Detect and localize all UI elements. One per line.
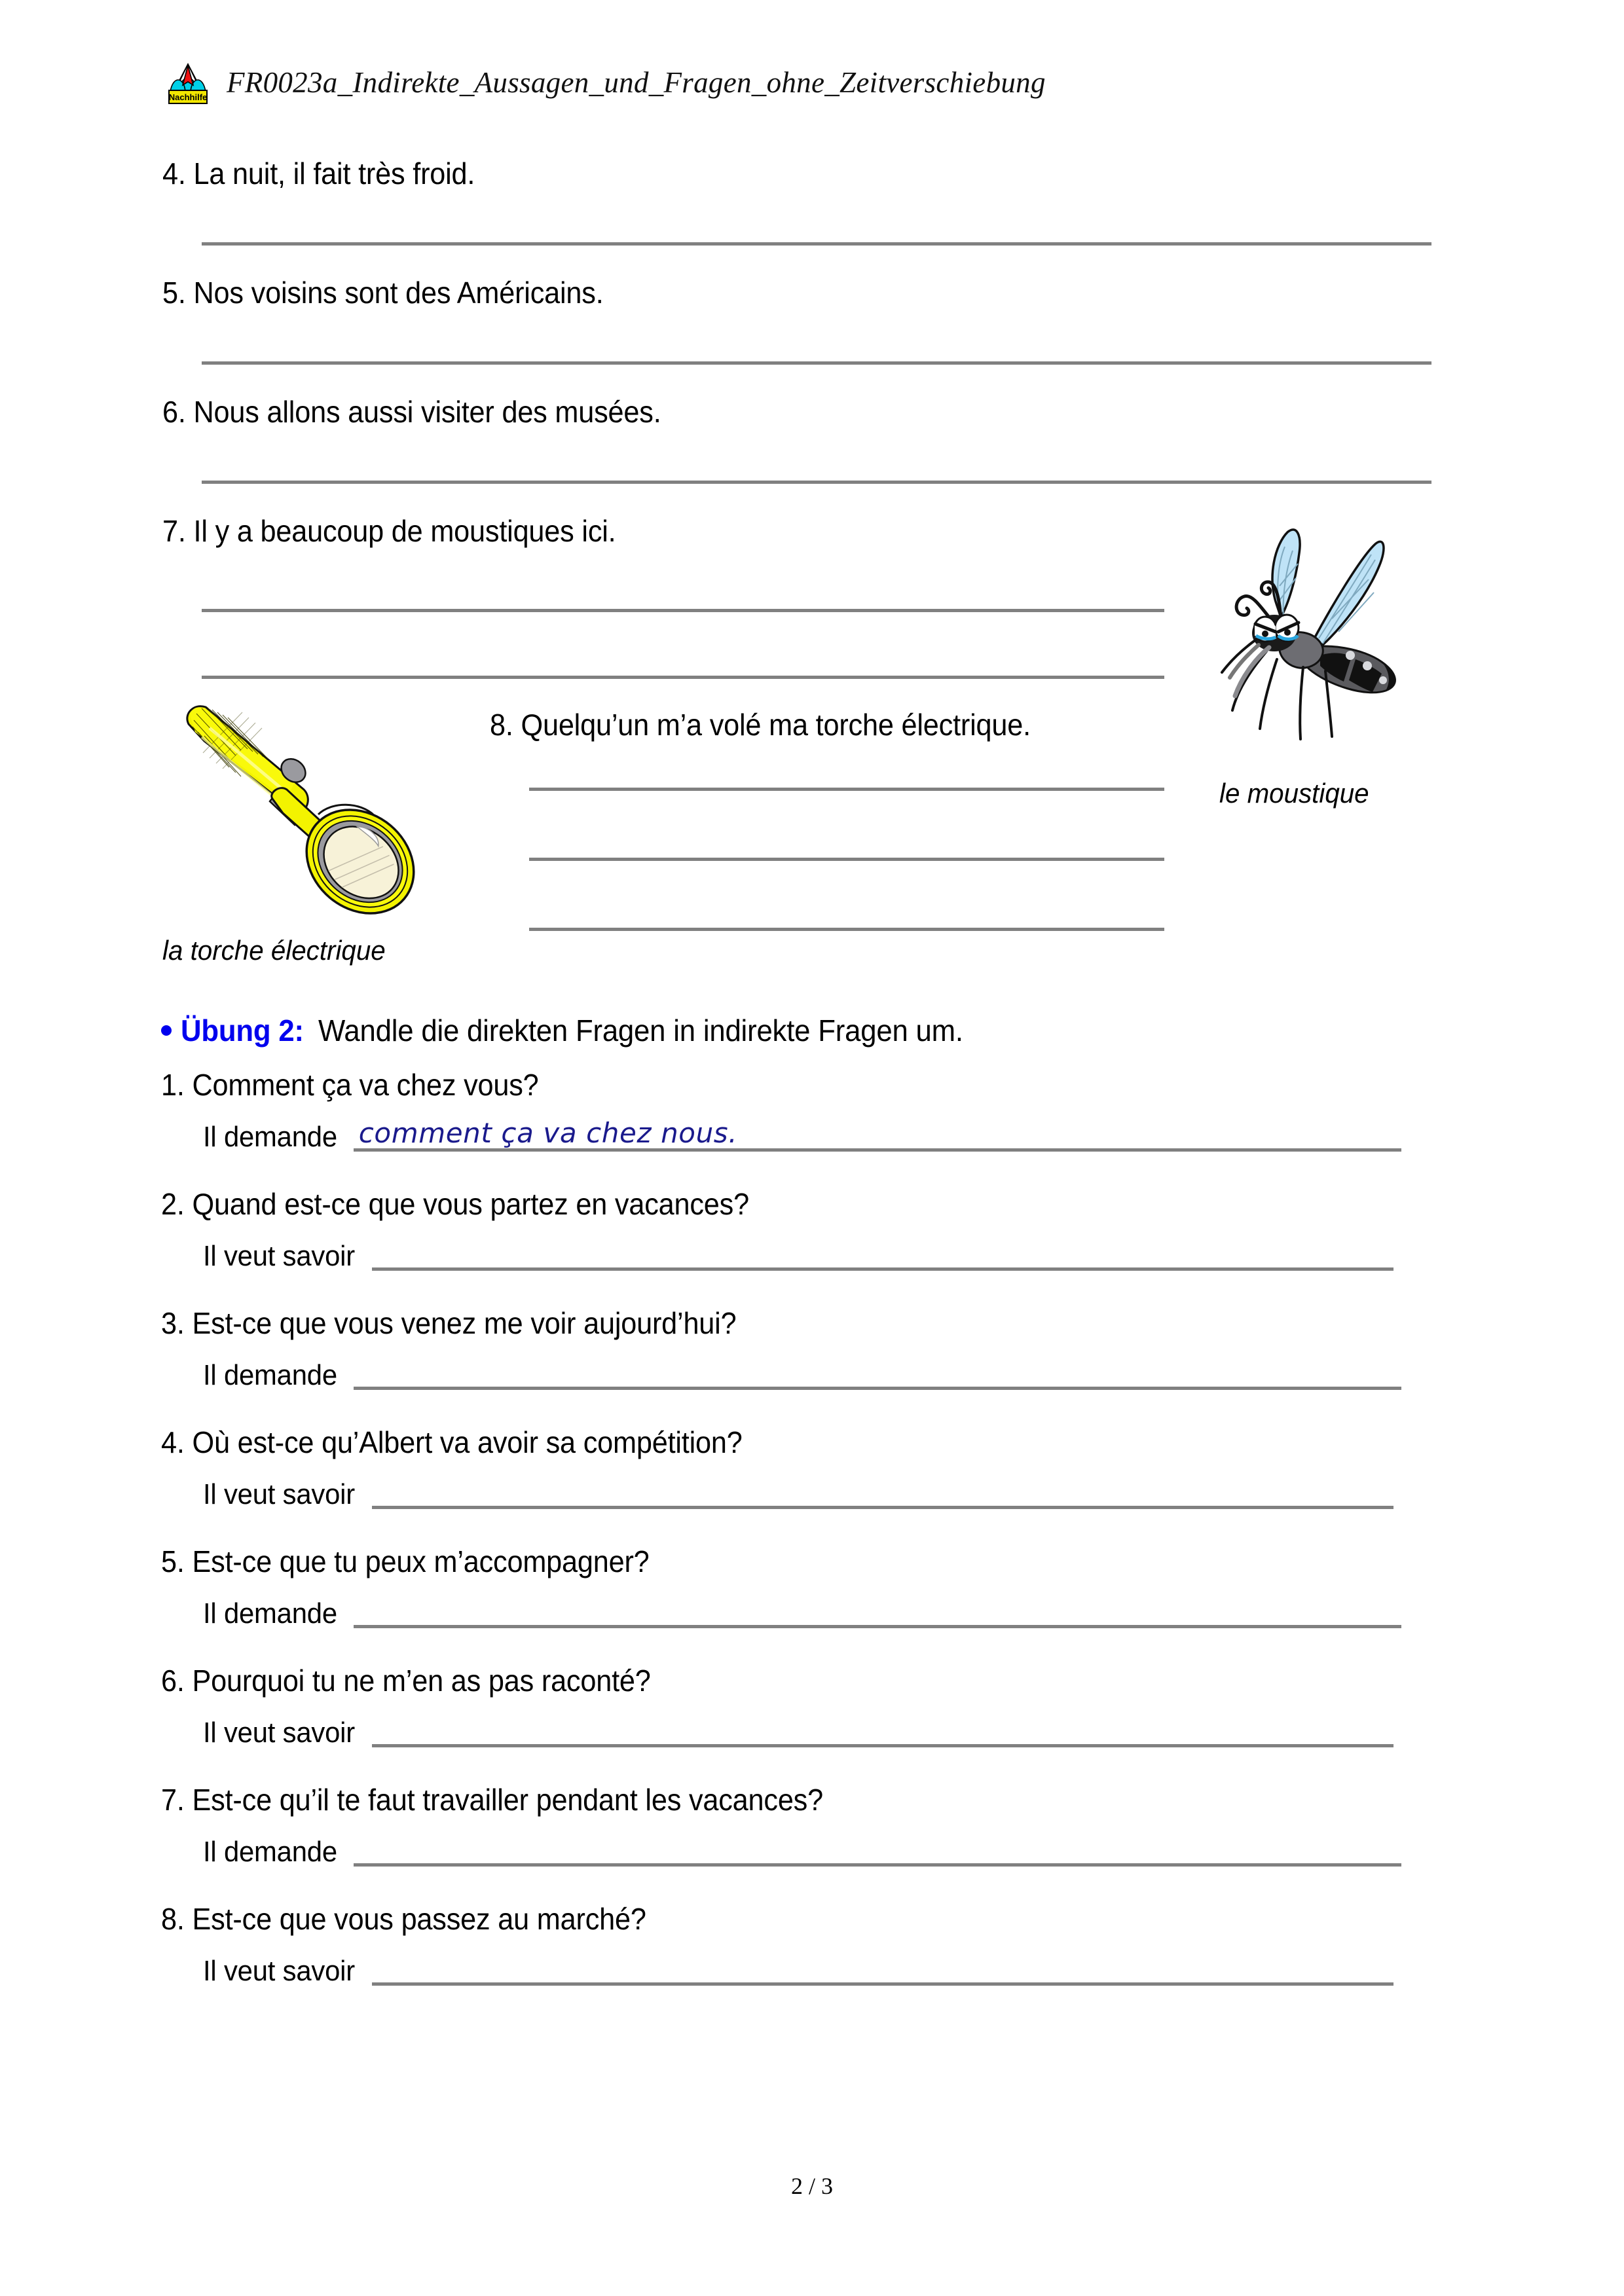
question-3: 3. Est-ce que vous venez me voir aujourd’hui?: [161, 1306, 737, 1340]
answer-line-4-1[interactable]: [202, 242, 1431, 246]
answer-row-7: [203, 1828, 1401, 1867]
handwritten-answer-1: comment ça va chez nous.: [358, 1117, 738, 1149]
question-2: 2. Quand est-ce que vous partez en vacances?: [161, 1187, 749, 1221]
statement-8: 8. Quelqu’un m’a volé ma torche électrique.: [490, 708, 1031, 742]
question-4: 4. Où est-ce qu’Albert va avoir sa compétition?: [161, 1425, 743, 1459]
answer-blank-2[interactable]: [372, 1232, 1393, 1271]
exercise2-heading: [161, 1013, 997, 1048]
svg-text:Nachhilfe: Nachhilfe: [168, 92, 208, 102]
answer-blank-5[interactable]: [354, 1590, 1401, 1628]
answer-lead-4: Il veut savoir: [203, 1478, 355, 1510]
question-5: 5. Est-ce que tu peux m’accompagner?: [161, 1544, 650, 1578]
handwritten-answer-5: [354, 1624, 363, 1625]
answer-row-4: [203, 1470, 1393, 1509]
answer-lead-3: Il demande: [203, 1359, 337, 1391]
answer-lead-5: Il demande: [203, 1597, 337, 1630]
exercise2-instruction: Wandle die direkten Fragen in indirekte Fragen um.: [318, 1013, 963, 1048]
answer-row-3: [203, 1351, 1401, 1390]
answer-blank-8[interactable]: [372, 1947, 1393, 1986]
answer-blank-1[interactable]: [354, 1113, 1401, 1152]
answer-row-2: [203, 1232, 1393, 1271]
flashlight-illustration: [164, 685, 452, 934]
answer-lead-8: Il veut savoir: [203, 1955, 355, 1987]
answer-row-8: [203, 1947, 1393, 1986]
statement-5: 5. Nos voisins sont des Américains.: [162, 276, 604, 310]
nachhilfe-logo-icon: [165, 60, 211, 105]
answer-line-8-2[interactable]: [529, 858, 1164, 861]
answer-row-6: [203, 1709, 1393, 1747]
answer-line-7-1[interactable]: [202, 609, 1164, 612]
statement-6: 6. Nous allons aussi visiter des musées.: [162, 395, 661, 429]
document-header: [165, 60, 1046, 105]
answer-line-8-3[interactable]: [529, 928, 1164, 931]
flashlight-caption: la torche électrique: [162, 935, 386, 966]
answer-lead-7: Il demande: [203, 1836, 337, 1868]
answer-blank-3[interactable]: [354, 1351, 1401, 1390]
answer-line-7-2[interactable]: [202, 676, 1164, 679]
answer-blank-6[interactable]: [372, 1709, 1393, 1747]
handwritten-answer-8: [372, 1981, 381, 1982]
answer-blank-4[interactable]: [372, 1470, 1393, 1509]
answer-lead-1: Il demande: [203, 1121, 337, 1153]
answer-row-5: [203, 1590, 1401, 1628]
handwritten-answer-4: [372, 1504, 381, 1506]
statement-7: 7. Il y a beaucoup de moustiques ici.: [162, 514, 616, 548]
question-7: 7. Est-ce qu’il te faut travailler pendant les vacances?: [161, 1783, 823, 1817]
question-8: 8. Est-ce que vous passez au marché?: [161, 1902, 646, 1936]
exercise2-label: Übung 2:: [181, 1013, 304, 1048]
answer-line-5-1[interactable]: [202, 361, 1431, 365]
document-title: FR0023a_Indirekte_Aussagen_und_Fragen_ohne_Zeitverschiebung: [227, 66, 1046, 99]
answer-blank-7[interactable]: [354, 1828, 1401, 1867]
handwritten-answer-6: [372, 1743, 381, 1744]
handwritten-answer-2: [372, 1266, 381, 1267]
question-6: 6. Pourquoi tu ne m’en as pas raconté?: [161, 1664, 651, 1698]
answer-line-8-1[interactable]: [529, 788, 1164, 791]
mosquito-illustration: [1204, 520, 1426, 776]
handwritten-answer-7: [354, 1862, 363, 1863]
answer-lead-6: Il veut savoir: [203, 1717, 355, 1749]
statement-4: 4. La nuit, il fait très froid.: [162, 156, 475, 191]
answer-lead-2: Il veut savoir: [203, 1240, 355, 1272]
question-1: 1. Comment ça va chez vous?: [161, 1068, 539, 1102]
bullet-icon: [161, 1025, 172, 1036]
answer-row-1: [203, 1113, 1401, 1152]
page-footer: [0, 2172, 1624, 2200]
mosquito-caption: le moustique: [1219, 778, 1369, 809]
page-number: 2 / 3: [790, 2173, 833, 2199]
handwritten-answer-3: [354, 1385, 363, 1387]
answer-line-6-1[interactable]: [202, 481, 1431, 484]
